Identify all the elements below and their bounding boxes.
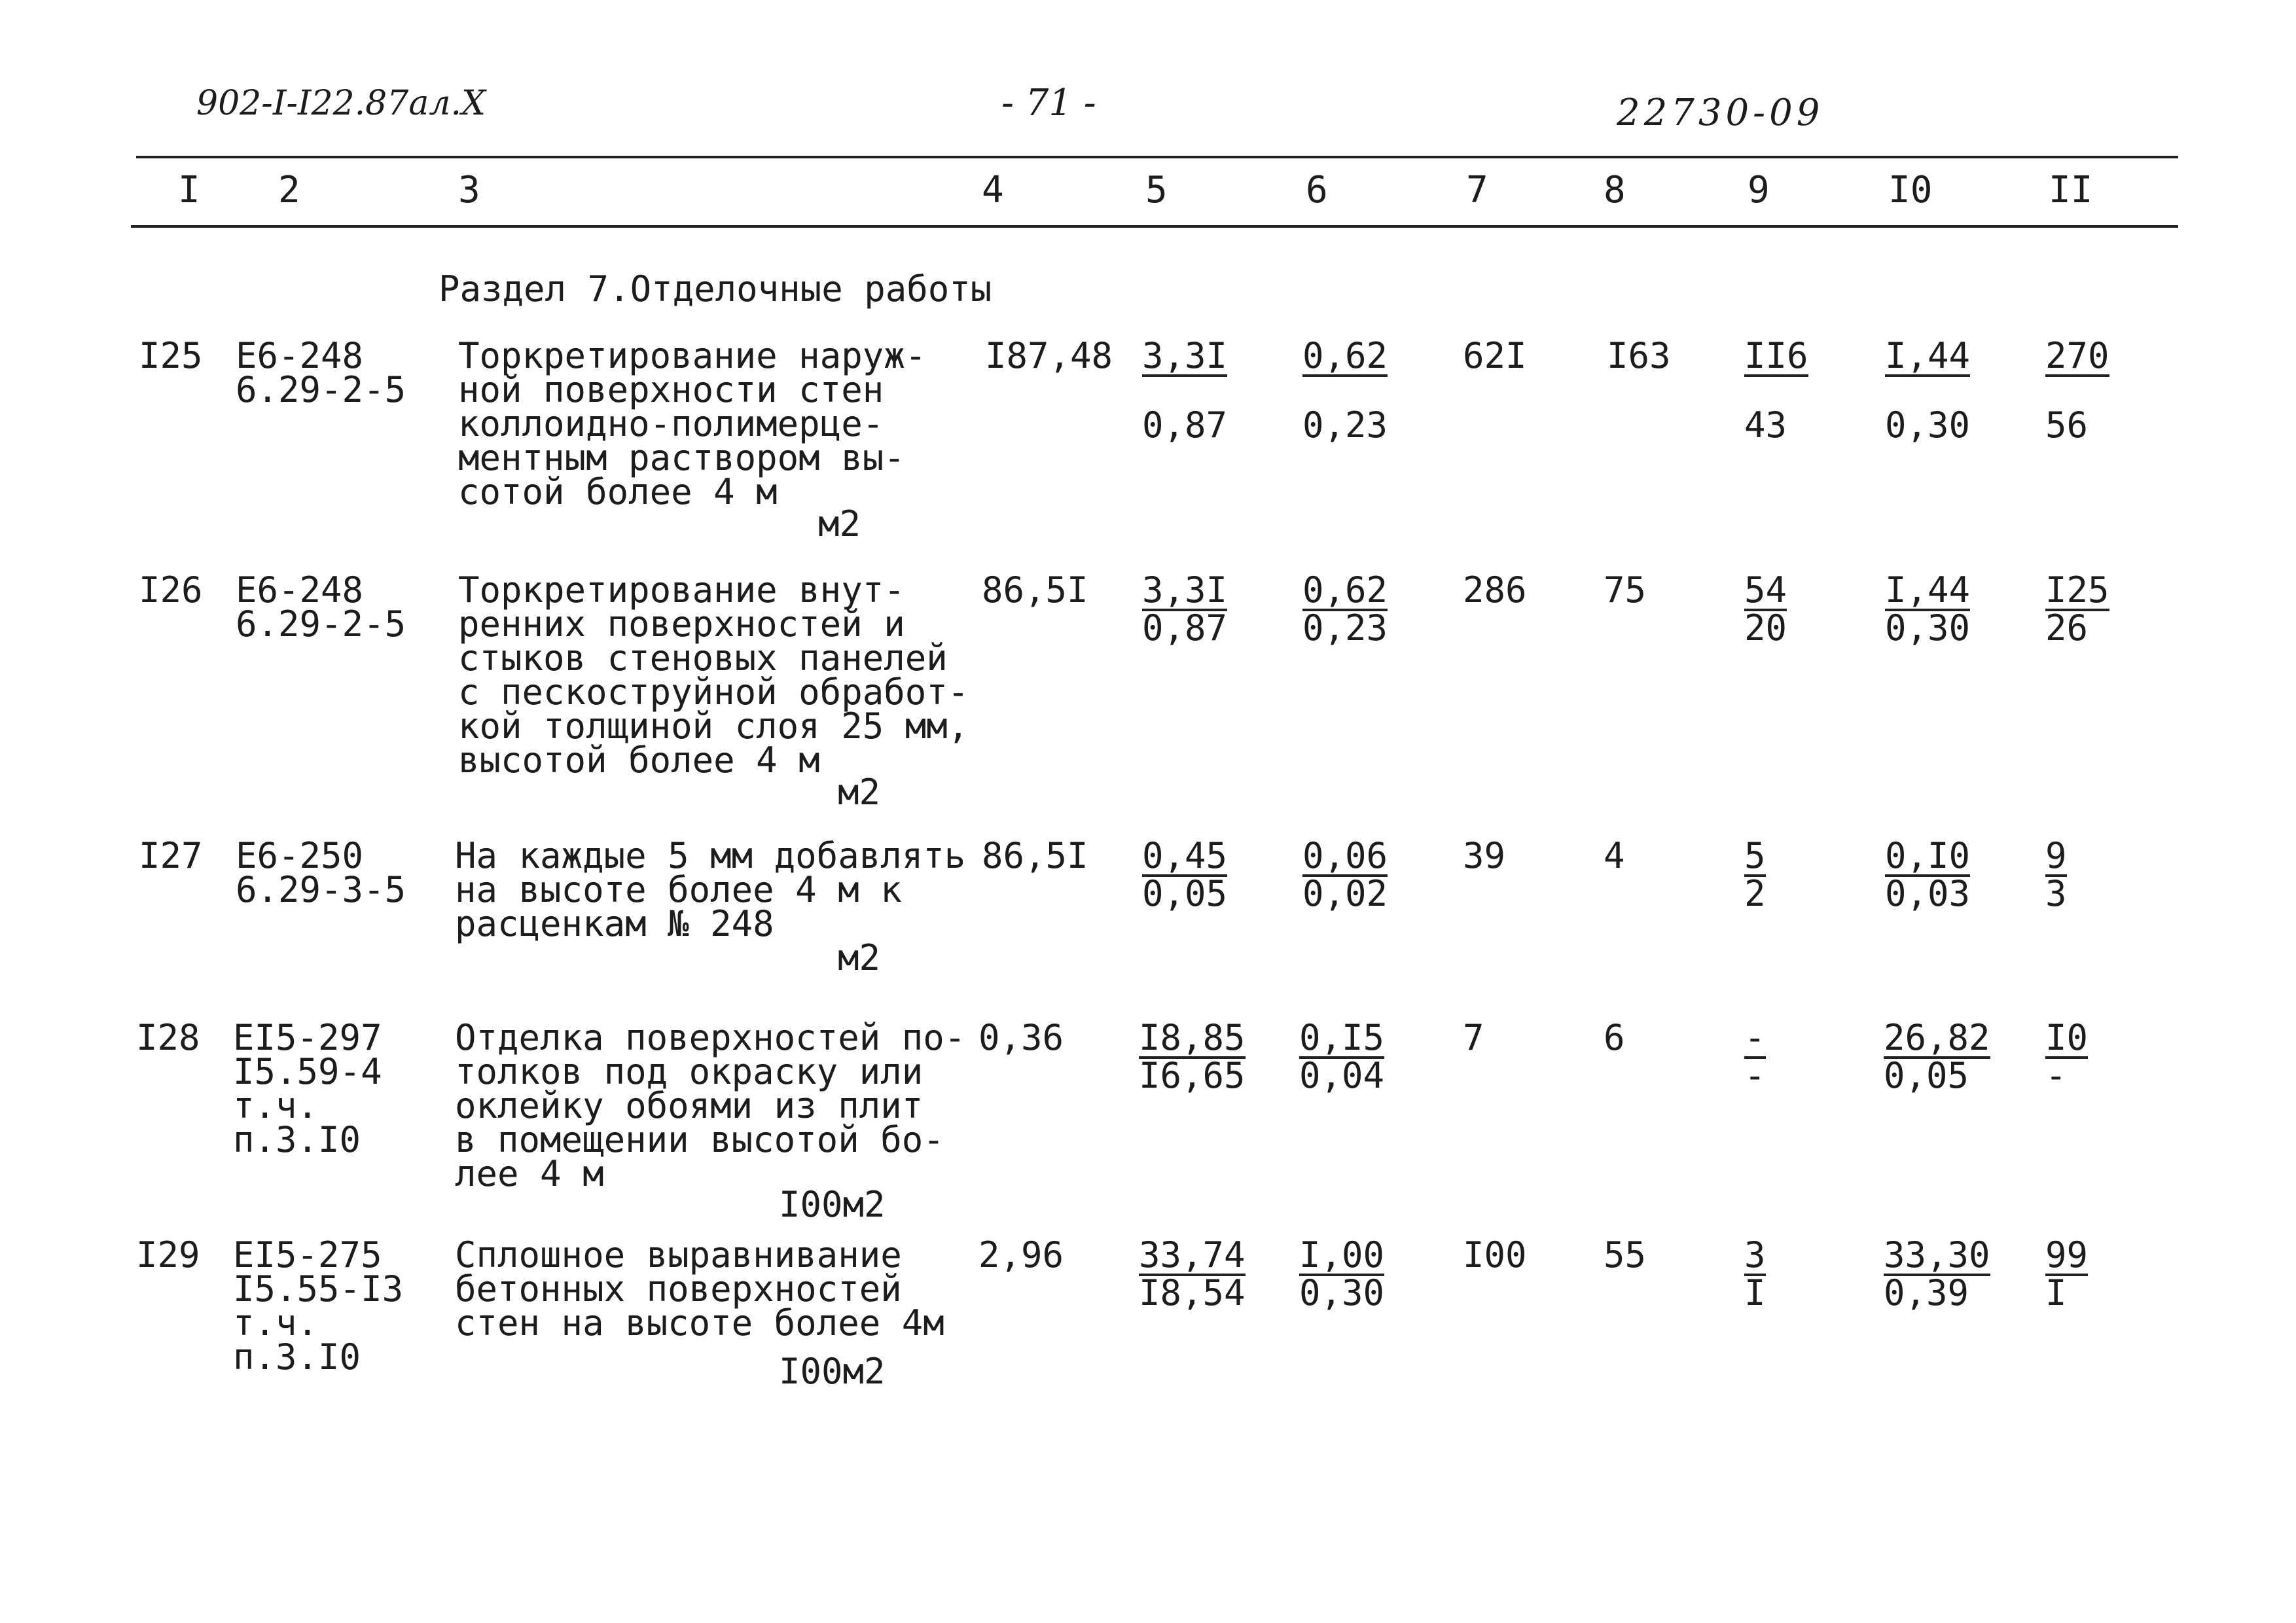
section-title: Раздел 7.Отделочные работы	[439, 268, 992, 310]
col11-fraction: $\frac{I25}{26}$	[2045, 569, 2109, 649]
col6-fraction: $\frac{I,00}{0,30}$	[1299, 1234, 1385, 1313]
column-number-9: 9	[1748, 169, 1770, 211]
col11-fraction: I0 -	[2045, 1017, 2089, 1096]
column-number-8: 8	[1604, 169, 1626, 211]
document-code: 902-I-I22.87ал.X	[196, 84, 486, 123]
unit: м2	[838, 772, 881, 813]
work-description: На каждые 5 мм добавлять на высоте более 4 м к расценкам № 248	[455, 835, 966, 944]
col5-fraction: $\frac{33,74}{I8,54}$	[1139, 1234, 1246, 1313]
column-number-5: 5	[1145, 169, 1168, 211]
row-number: I28	[136, 1017, 200, 1058]
column-number-3: 3	[458, 169, 480, 211]
col5-fraction: $\frac{3,3I}{0,87}$	[1142, 335, 1228, 446]
rate-code: EI5-275 I5.55-I3 т.ч. п.3.I0	[233, 1234, 404, 1378]
work-description: Сплошное выравнивание бетонных поверхностей стен на высоте более 4м	[455, 1234, 944, 1344]
work-description: Торкретирование внут- ренних поверхностей и стыков стеновых панелей с пескоструйной обработ- кой толщиной слоя 25 мм, высотой более 4 м	[458, 569, 969, 781]
col5-fraction: $\frac{0,45}{0,05}$	[1142, 835, 1228, 914]
col9-fraction: $\frac{54}{20}$	[1744, 569, 1787, 649]
row-number: I27	[139, 835, 203, 876]
unit: I00м2	[779, 1351, 886, 1392]
col6-fraction: $\frac{0,06}{0,02}$	[1302, 835, 1388, 914]
col10-fraction: $\frac{33,30}{0,39}$	[1884, 1234, 1990, 1313]
col7-value: 62I	[1463, 335, 1527, 376]
rate-code: EI5-297 I5.59-4 т.ч. п.3.I0	[233, 1017, 382, 1160]
col8-value: I63	[1607, 335, 1671, 376]
row-number: I29	[136, 1234, 200, 1275]
col7-value: 286	[1463, 569, 1527, 611]
col6-fraction: $\frac{0,I5}{0,04}$	[1299, 1017, 1385, 1096]
col6-fraction: $\frac{0,62}{0,23}$	[1302, 569, 1388, 649]
row-number: I25	[139, 335, 203, 376]
work-description: Торкретирование наруж- ной поверхности стен коллоидно-полимерце- ментным раствором вы- сотой более 4 м	[458, 335, 927, 512]
col7-value: 7	[1463, 1017, 1484, 1058]
col8-value: 75	[1604, 569, 1647, 611]
row-number: I26	[139, 569, 203, 611]
column-number-1: I	[178, 169, 200, 211]
quantity: I87,48	[985, 335, 1113, 376]
col9-fraction: - -	[1744, 1017, 1766, 1096]
column-number-7: 7	[1466, 169, 1488, 211]
col5-fraction: $\frac{3,3I}{0,87}$	[1142, 569, 1228, 649]
unit: м2	[818, 503, 861, 544]
col10-fraction: $\frac{0,I0}{0,03}$	[1885, 835, 1971, 914]
col9-fraction: $\frac{3}{I}$	[1744, 1234, 1766, 1313]
rate-code: E6-248 6.29-2-5	[236, 569, 406, 645]
rate-code: E6-250 6.29-3-5	[236, 835, 406, 910]
column-number-6: 6	[1306, 169, 1328, 211]
column-number-11: II	[2049, 169, 2093, 211]
col8-value: 6	[1604, 1017, 1625, 1058]
col5-fraction: $\frac{I8,85}{I6,65}$	[1139, 1017, 1246, 1096]
column-number-2: 2	[278, 169, 300, 211]
col6-fraction: $\frac{0,62}{0,23}$	[1302, 335, 1388, 446]
col7-value: 39	[1463, 835, 1506, 876]
col11-fraction: $\frac{9}{3}$	[2045, 835, 2067, 914]
header-top-rule	[136, 156, 2178, 158]
col9-fraction: $\frac{II6}{43}$	[1744, 335, 1808, 446]
header-bottom-rule	[131, 225, 2178, 228]
quantity: 0,36	[978, 1017, 1064, 1058]
col11-fraction: $\frac{270}{56}$	[2045, 335, 2109, 446]
col10-fraction: $\frac{26,82}{0,05}$	[1884, 1017, 1990, 1096]
column-number-10: I0	[1888, 169, 1933, 211]
col10-fraction: $\frac{I,44}{0,30}$	[1885, 569, 1971, 649]
col8-value: 4	[1604, 835, 1625, 876]
col11-fraction: $\frac{99}{I}$	[2045, 1234, 2089, 1313]
col7-value: I00	[1463, 1234, 1527, 1275]
page-number: - 71 -	[1001, 82, 1096, 124]
quantity: 86,5I	[982, 569, 1088, 611]
column-number-4: 4	[982, 169, 1004, 211]
col8-value: 55	[1604, 1234, 1647, 1275]
archive-number: 22730-09	[1617, 92, 1824, 134]
unit: I00м2	[779, 1184, 886, 1225]
quantity: 86,5I	[982, 835, 1088, 876]
quantity: 2,96	[978, 1234, 1064, 1275]
rate-code: E6-248 6.29-2-5	[236, 335, 406, 410]
col9-fraction: $\frac{5}{2}$	[1744, 835, 1766, 914]
unit: м2	[838, 937, 881, 978]
work-description: Отделка поверхностей по- толков под окраску или оклейку обоями из плит в помещении высотой бо- лее 4 м	[455, 1017, 966, 1194]
col10-fraction: $\frac{I,44}{0,30}$	[1885, 335, 1971, 446]
